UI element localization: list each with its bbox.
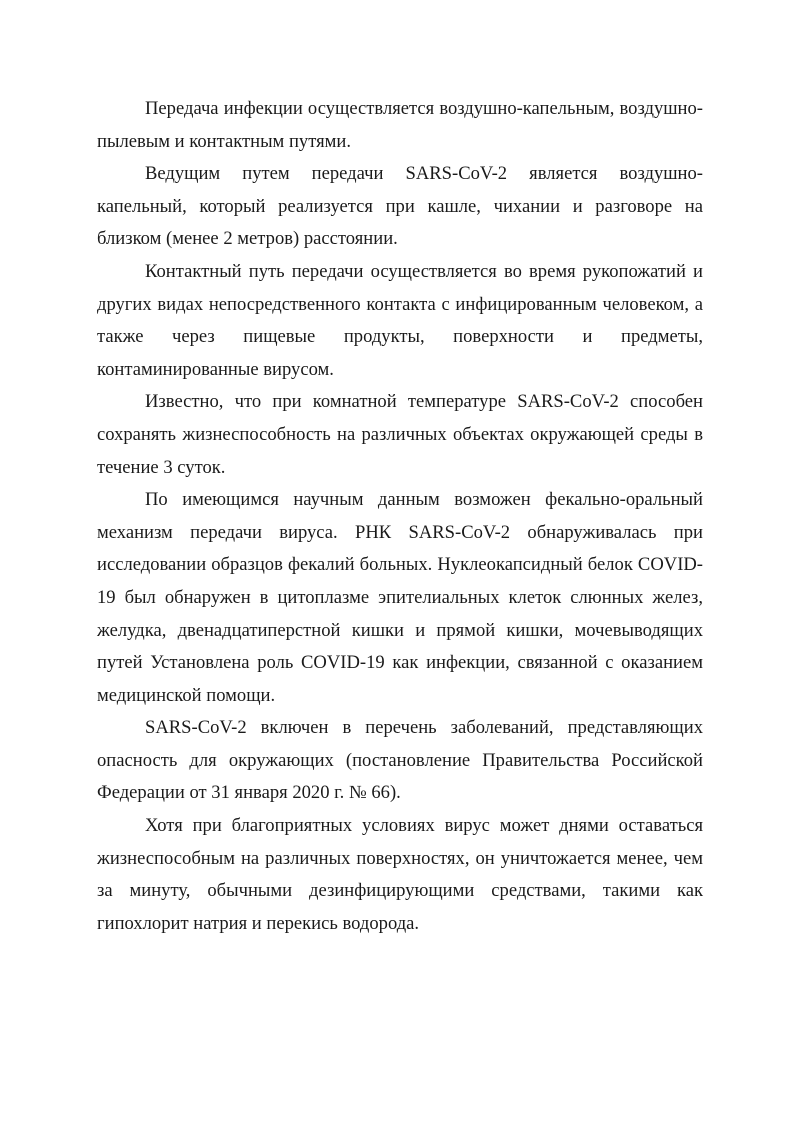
document-body — [97, 93, 703, 940]
paragraph-airborne-route: Ведущим путем передачи SARS-CoV-2 является воздушно-капельный, который реализуется при кашле, чихании и разговоре на близком (менее 2 метров) расстоянии. — [97, 163, 703, 250]
paragraph-virus-survival: Известно, что при комнатной температуре SARS-CoV-2 способен сохранять жизнеспособность на различных объектах окружающей среды в течение 3 суток. — [97, 391, 703, 478]
paragraph-disinfection: Хотя при благоприятных условиях вирус может днями оставаться жизнеспособным на различных поверхностях, он уничтожается менее, чем за минуту, обычными дезинфицирующими средствами, такими как гипохлорит натрия и перекись водорода. — [97, 815, 703, 934]
paragraph-dangerous-disease-list: SARS-CoV-2 включен в перечень заболеваний, представляющих опасность для окружающих (постановление Правительства Российской Федерации от 31 января 2020 г. № 66). — [97, 717, 703, 804]
paragraph-contact-route: Контактный путь передачи осуществляется во время рукопожатий и других видах непосредственного контакта с инфицированным человеком, а также через пищевые продукты, поверхности и предметы, контаминированные вирусом. — [97, 260, 703, 380]
paragraph-fecal-oral: По имеющимся научным данным возможен фекально-оральный механизм передачи вируса. РНК SARS-CoV-2 обнаруживалась при исследовании образцов фекалий больных. Нуклеокапсидный белок COVID-19 был обнаружен в цитоплазме эпителиальных клеток слюнных желез, желудка, двенадцатиперстной кишки и прямой кишки, мочевыводящих путей Установлена роль COVID-19 как инфекции, связанной с оказанием медицинской помощи. — [97, 489, 703, 706]
paragraph-transmission-routes: Передача инфекции осуществляется воздушно-капельным, воздушно-пылевым и контактным путями. — [97, 98, 703, 152]
